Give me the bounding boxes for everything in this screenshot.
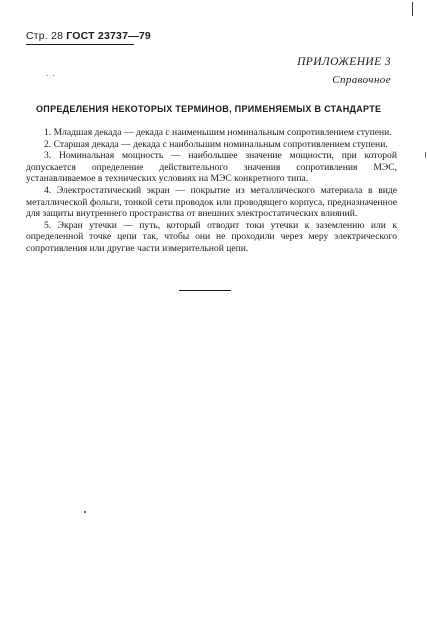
annex-title: ПРИЛОЖЕНИЕ 3 [297,56,391,68]
stray-dot [84,511,86,513]
definition-item: 3. Номинальная мощность — наибольшее значение мощности, при которой допускается определение действительного значения сопротивления МЭС, устанавливаемое в технических условиях на МЭС конкретного типа. [26,150,397,185]
end-rule [179,290,231,291]
annex-block [297,53,391,89]
definition-item: 4. Электростатический экран — покрытие из металлического материала в виде металлической фольги, тонкой сети проводок или проводящего корпуса, предназначенное для защиты внутреннего пространства от внешних электростатических влияний. [26,184,397,220]
standard-number: ГОСТ 23737—79 [66,30,151,42]
header-rule [26,44,134,45]
definition-item: 5. Экран утечки — путь, который отводит токи утечки к заземлению или к определенной точке цепи так, чтобы они не проходили через меру электрического сопротивления или другие части измерительной цепи. [26,219,397,254]
definition-item: 1. Младшая декада — декада с наименьшим номинальным сопротивлением ступени. [44,127,392,138]
page-header [26,30,151,42]
definitions-list [26,127,397,255]
definition-item: 2. Старшая декада — декада с наибольшим номинальным сопротивлением ступени. [44,138,388,150]
stray-marks: . . [46,68,56,78]
annex-kind: Справочное [332,74,391,86]
section-title: ОПРЕДЕЛЕНИЯ НЕКОТОРЫХ ТЕРМИНОВ, ПРИМЕНЯЕМЫХ В СТАНДАРТЕ [36,104,382,114]
page-number: Стр. 28 [26,30,64,42]
page-edge-mark [412,2,413,16]
margin-mark [425,152,426,158]
